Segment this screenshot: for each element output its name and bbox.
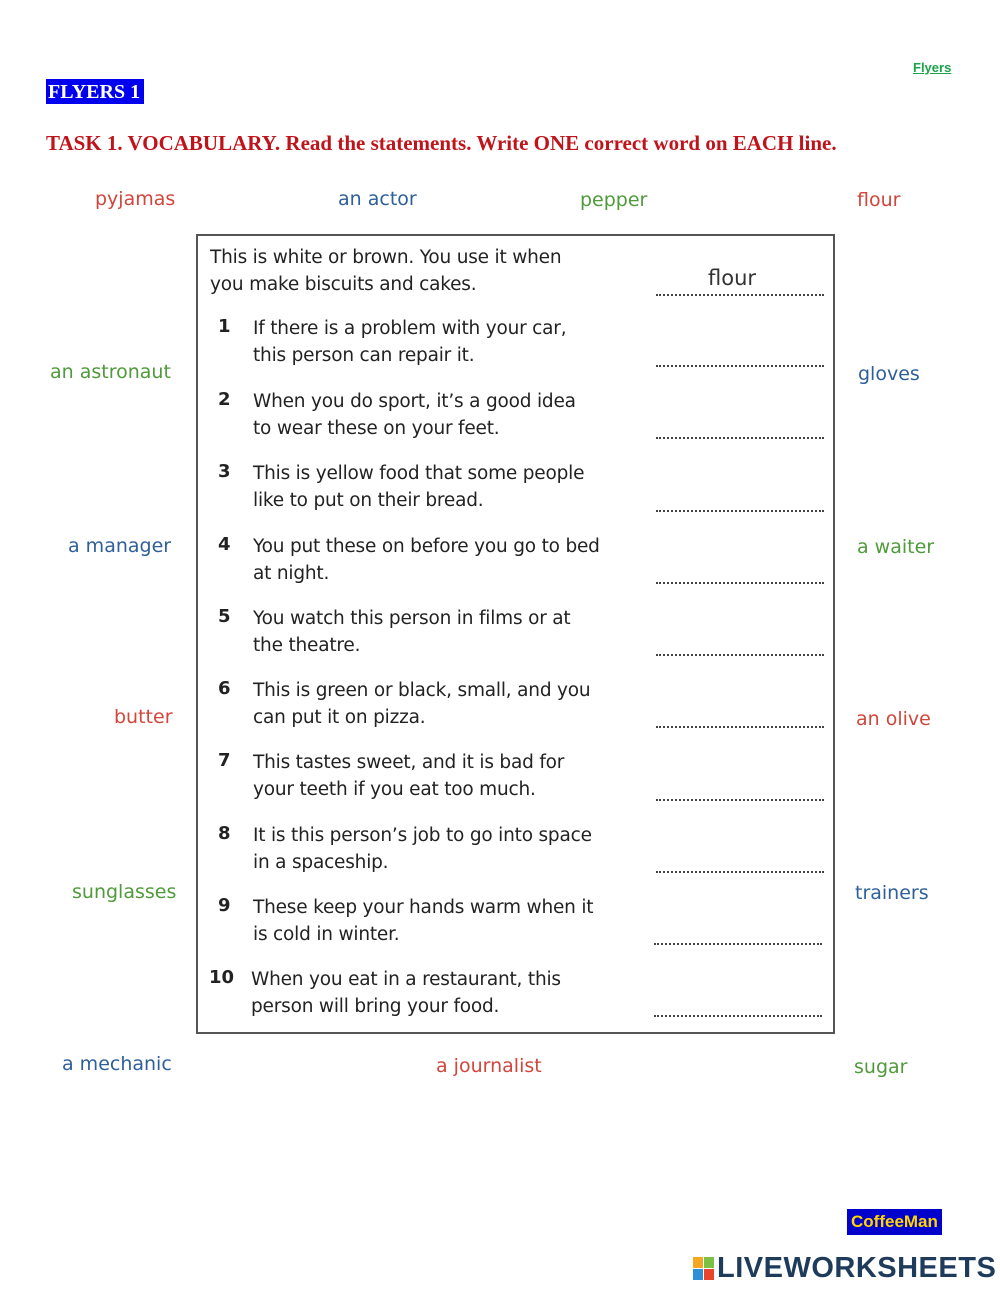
question-line: like to put on their bread. bbox=[253, 490, 484, 511]
question-text bbox=[253, 822, 643, 876]
question-number: 5 bbox=[218, 606, 231, 627]
question-line: at night. bbox=[253, 563, 330, 584]
word-bank-item: butter bbox=[114, 706, 173, 728]
answer-line-6[interactable] bbox=[656, 724, 824, 728]
word-bank-item: a mechanic bbox=[62, 1053, 172, 1075]
question-line: If there is a problem with your car, bbox=[253, 318, 567, 339]
question-line: When you eat in a restaurant, this bbox=[251, 969, 561, 990]
question-line: These keep your hands warm when it bbox=[253, 897, 594, 918]
question-text bbox=[253, 388, 643, 442]
answer-line-10[interactable] bbox=[654, 1013, 822, 1017]
question-number: 6 bbox=[218, 678, 231, 699]
example-line: you make biscuits and cakes. bbox=[210, 274, 477, 295]
answer-line-4[interactable] bbox=[656, 580, 824, 584]
answer-line-2[interactable] bbox=[656, 435, 824, 439]
question-text bbox=[251, 966, 641, 1020]
question-line: in a spaceship. bbox=[253, 852, 389, 873]
question-line: is cold in winter. bbox=[253, 924, 400, 945]
liveworksheets-icon bbox=[693, 1257, 715, 1281]
question-line: This is green or black, small, and you bbox=[253, 680, 591, 701]
example-answer: flour bbox=[708, 266, 757, 290]
word-bank-item: a journalist bbox=[436, 1055, 542, 1077]
question-text bbox=[253, 677, 643, 731]
question-line: This is yellow food that some people bbox=[253, 463, 585, 484]
word-bank-item: pyjamas bbox=[95, 188, 176, 210]
question-number: 10 bbox=[209, 967, 235, 988]
task-heading: TASK 1. VOCABULARY. Read the statements. Write ONE correct word on EACH line. bbox=[46, 131, 837, 155]
exercise-box bbox=[196, 234, 835, 1034]
example-line: This is white or brown. You use it when bbox=[210, 247, 562, 268]
flyers-link[interactable]: Flyers bbox=[913, 60, 952, 75]
question-number: 2 bbox=[218, 389, 231, 410]
question-text bbox=[253, 749, 643, 803]
word-bank-item: trainers bbox=[855, 882, 929, 904]
author-badge: CoffeeMan bbox=[847, 1209, 942, 1235]
question-line: When you do sport, it’s a good idea bbox=[253, 391, 576, 412]
question-number: 7 bbox=[218, 750, 231, 771]
question-text bbox=[253, 605, 643, 659]
word-bank-item: flour bbox=[857, 189, 901, 211]
question-number: 8 bbox=[218, 823, 231, 844]
question-line: This tastes sweet, and it is bad for bbox=[253, 752, 565, 773]
word-bank-item: a waiter bbox=[857, 536, 935, 558]
question-line: your teeth if you eat too much. bbox=[253, 779, 536, 800]
word-bank-item: an olive bbox=[856, 708, 931, 730]
answer-line-8[interactable] bbox=[656, 869, 824, 873]
answer-line-9[interactable] bbox=[654, 941, 822, 945]
question-line: It is this person’s job to go into space bbox=[253, 825, 592, 846]
example-answer-line bbox=[656, 292, 824, 296]
question-line: You watch this person in films or at bbox=[253, 608, 571, 629]
question-line: the theatre. bbox=[253, 635, 361, 656]
question-line: person will bring your food. bbox=[251, 996, 500, 1017]
liveworksheets-logo[interactable] bbox=[693, 1252, 996, 1285]
question-text bbox=[253, 315, 643, 369]
answer-line-7[interactable] bbox=[656, 797, 824, 801]
word-bank-item: pepper bbox=[580, 189, 648, 211]
answer-line-1[interactable] bbox=[656, 363, 824, 367]
question-text bbox=[253, 460, 643, 514]
question-line: this person can repair it. bbox=[253, 345, 475, 366]
question-number: 3 bbox=[218, 461, 231, 482]
question-line: to wear these on your feet. bbox=[253, 418, 500, 439]
question-text bbox=[253, 894, 643, 948]
question-number: 4 bbox=[218, 534, 231, 555]
question-line: can put it on pizza. bbox=[253, 707, 426, 728]
word-bank-item: sugar bbox=[854, 1056, 908, 1078]
word-bank-item: gloves bbox=[858, 363, 920, 385]
example-text bbox=[210, 244, 640, 298]
word-bank-item: an astronaut bbox=[50, 361, 171, 383]
question-number: 9 bbox=[218, 895, 231, 916]
level-badge: FLYERS 1 bbox=[46, 79, 144, 104]
liveworksheets-wordmark: LIVEWORKSHEETS bbox=[717, 1252, 997, 1284]
answer-line-5[interactable] bbox=[656, 652, 824, 656]
question-line: You put these on before you go to bed bbox=[253, 536, 600, 557]
question-number: 1 bbox=[218, 316, 231, 337]
word-bank-item: an actor bbox=[338, 188, 417, 210]
answer-line-3[interactable] bbox=[656, 508, 824, 512]
word-bank-item: sunglasses bbox=[72, 881, 177, 903]
word-bank-item: a manager bbox=[68, 535, 172, 557]
question-text bbox=[253, 533, 643, 587]
